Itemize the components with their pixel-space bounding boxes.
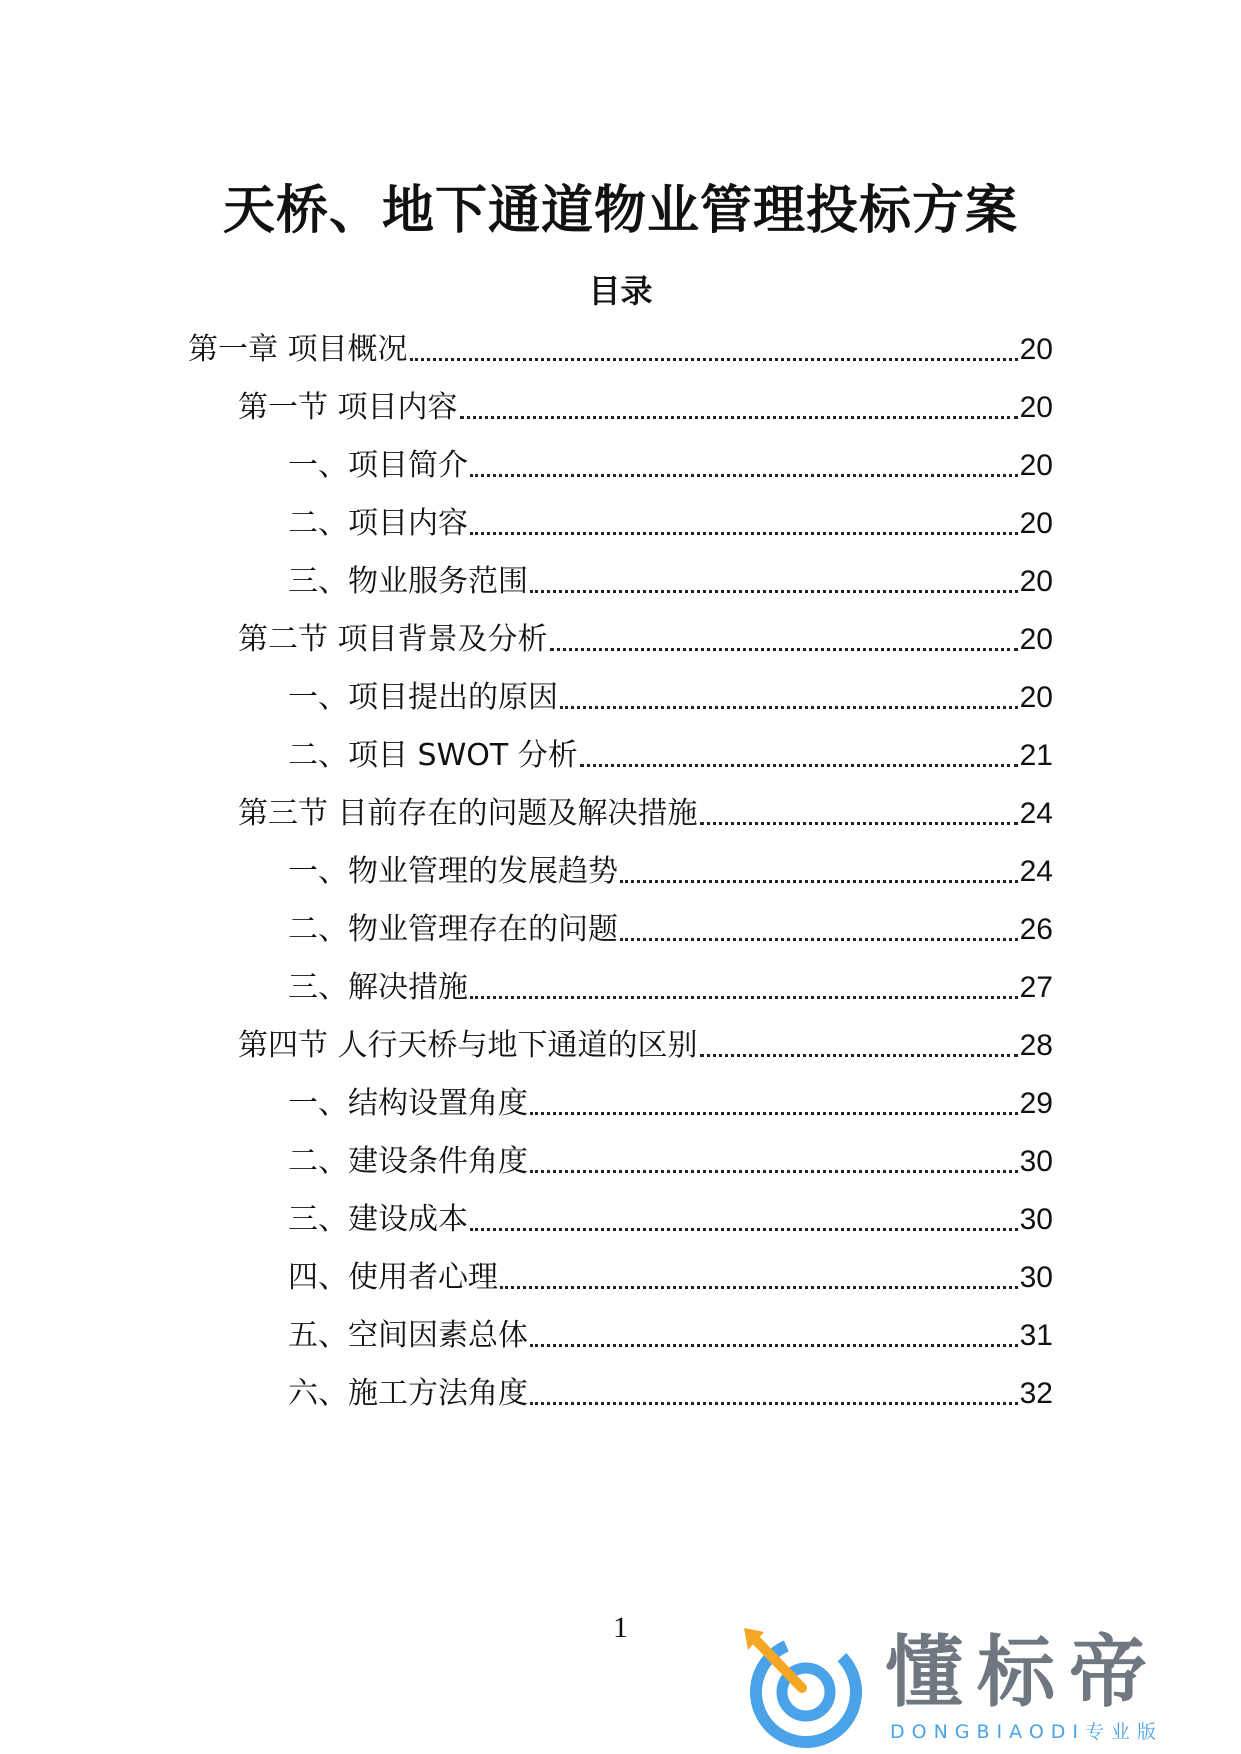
toc-entry-leader — [470, 474, 1018, 477]
toc-entry-label: 第一节 项目内容 — [238, 390, 458, 425]
toc-entry-leader — [530, 590, 1018, 593]
toc-entry[interactable] — [288, 1084, 1053, 1124]
toc-entry-page: 31 — [1019, 1319, 1053, 1352]
toc-entry-leader — [460, 416, 1018, 419]
toc-entry-label: 三、解决措施 — [288, 970, 468, 1005]
toc-entry-leader — [700, 1054, 1018, 1057]
toc-entry[interactable] — [288, 1258, 1053, 1298]
toc-entry[interactable] — [288, 910, 1053, 950]
toc-entry-leader — [500, 1286, 1018, 1289]
toc-entry-page: 24 — [1019, 855, 1053, 888]
toc-entry-page: 28 — [1019, 1029, 1053, 1062]
toc-entry[interactable] — [238, 1026, 1053, 1066]
toc-entry-label: 一、项目提出的原因 — [288, 680, 558, 715]
toc-entry-label: 三、物业服务范围 — [288, 564, 528, 599]
toc-entry-leader — [530, 1344, 1018, 1347]
toc-entry-leader — [470, 532, 1018, 535]
toc-entry-label: 一、物业管理的发展趋势 — [288, 854, 618, 889]
toc-entry-page: 20 — [1019, 391, 1053, 424]
toc-entry-page: 20 — [1019, 623, 1053, 656]
toc-entry-label: 一、项目简介 — [288, 448, 468, 483]
toc-entry-label: 第二节 项目背景及分析 — [238, 622, 548, 657]
watermark-logo — [740, 1628, 1210, 1748]
toc-entry-leader — [530, 1402, 1018, 1405]
toc-entry[interactable] — [238, 620, 1053, 660]
toc-entry-page: 21 — [1019, 739, 1053, 772]
toc-entry-label: 第三节 目前存在的问题及解决措施 — [238, 796, 698, 831]
toc-entry-label: 三、建设成本 — [288, 1202, 468, 1237]
toc-entry[interactable] — [288, 562, 1053, 602]
toc-entry[interactable] — [288, 1374, 1053, 1414]
toc-entry-label: 五、空间因素总体 — [288, 1318, 528, 1353]
toc-entry-label: 六、施工方法角度 — [288, 1376, 528, 1411]
toc-entry-page: 29 — [1019, 1087, 1053, 1120]
toc-entry-page: 27 — [1019, 971, 1053, 1004]
toc-entry[interactable] — [288, 678, 1053, 718]
toc-entry-page: 30 — [1019, 1203, 1053, 1236]
toc-heading: 目录 — [588, 272, 653, 310]
toc-entry-page: 30 — [1019, 1145, 1053, 1178]
toc-entry[interactable] — [288, 1316, 1053, 1356]
toc-entry[interactable] — [288, 1200, 1053, 1240]
toc-entry-page: 30 — [1019, 1261, 1053, 1294]
watermark-name: 懂标帝 — [885, 1628, 1162, 1718]
page-number: 1 — [613, 1611, 628, 1644]
toc-entry-page: 20 — [1019, 333, 1053, 366]
toc-entry-label: 一、结构设置角度 — [288, 1086, 528, 1121]
toc-entry-label: 第四节 人行天桥与地下通道的区别 — [238, 1028, 698, 1063]
toc-entry-label: 第一章 项目概况 — [188, 332, 408, 367]
toc-entry-leader — [550, 648, 1018, 651]
toc-entry[interactable] — [288, 968, 1053, 1008]
toc-entry-page: 24 — [1019, 797, 1053, 830]
toc-entry[interactable] — [288, 446, 1053, 486]
toc-entry-label: 二、物业管理存在的问题 — [288, 912, 618, 947]
toc-entry-label: 四、使用者心理 — [288, 1260, 498, 1295]
toc-entry[interactable] — [288, 736, 1053, 776]
toc-entry-leader — [470, 996, 1018, 999]
toc-entry[interactable] — [288, 504, 1053, 544]
toc-entry-leader — [410, 358, 1018, 361]
toc-entry[interactable] — [238, 794, 1053, 834]
toc-entry-leader — [530, 1112, 1018, 1115]
toc-entry-label: 二、建设条件角度 — [288, 1144, 528, 1179]
toc-entry-page: 20 — [1019, 449, 1053, 482]
toc-entry-label: 二、项目内容 — [288, 506, 468, 541]
toc-entry-leader — [560, 706, 1018, 709]
toc-entry[interactable] — [188, 330, 1053, 370]
toc-entry-label: 二、项目 SWOT 分析 — [288, 738, 578, 773]
toc-entry-leader — [620, 880, 1018, 883]
toc-entry-leader — [470, 1228, 1018, 1231]
toc-entry-leader — [530, 1170, 1018, 1173]
toc-entry[interactable] — [288, 852, 1053, 892]
document-title: 天桥、地下通道物业管理投标方案 — [222, 181, 1018, 241]
toc-entry-page: 20 — [1019, 565, 1053, 598]
toc-entry-page: 32 — [1019, 1377, 1053, 1410]
toc-entry-leader — [700, 822, 1018, 825]
watermark-subtitle: DONGBIAODI专业版 — [890, 1721, 1164, 1743]
toc-entry-leader — [620, 938, 1018, 941]
toc-entry-page: 20 — [1019, 681, 1053, 714]
toc-entry-page: 20 — [1019, 507, 1053, 540]
target-arrow-icon — [740, 1628, 870, 1748]
toc-entry[interactable] — [238, 388, 1053, 428]
toc-entry-leader — [580, 764, 1018, 767]
toc-entry-page: 26 — [1019, 913, 1053, 946]
toc-entry[interactable] — [288, 1142, 1053, 1182]
